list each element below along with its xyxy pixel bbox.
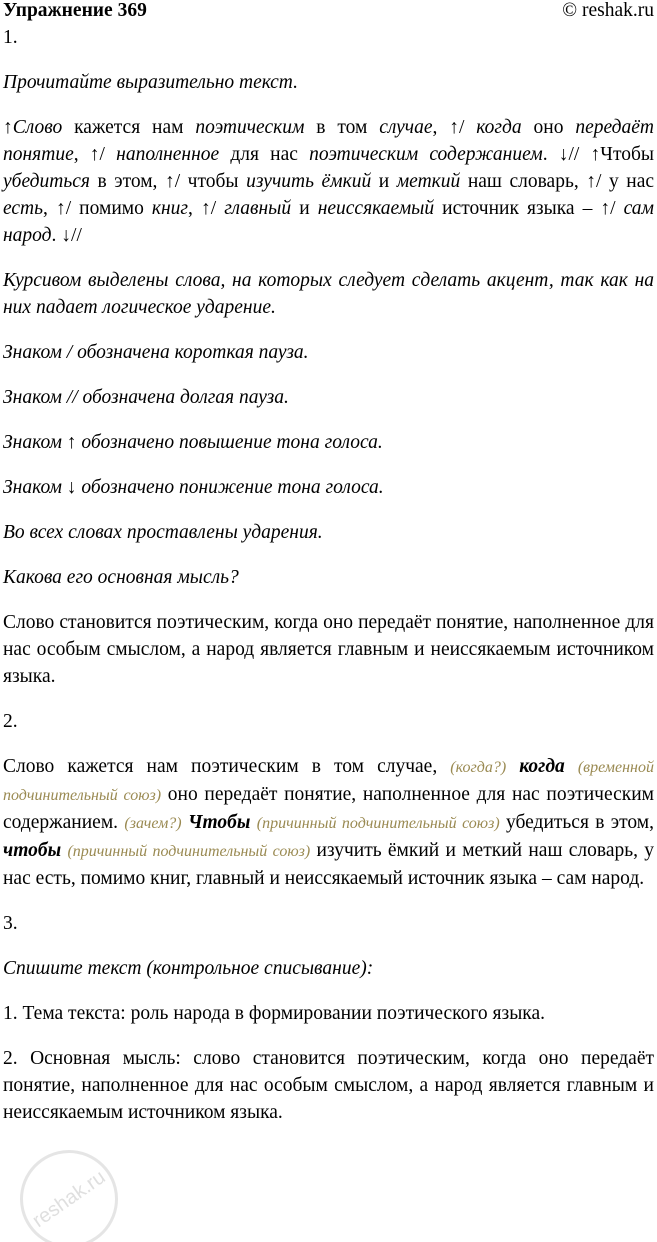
paragraph	[3, 955, 654, 982]
text-segment: изучить ёмкий и меткий наш словарь, у нас есть, помимо книг, главный и неиссякаемый источник языка – сам народ.	[3, 840, 655, 889]
text-segment: убедиться	[3, 171, 90, 192]
text-segment: , ↑/	[73, 144, 117, 165]
paragraph	[3, 384, 654, 411]
text-segment: Курсивом выделены слова, на которых следует сделать акцент, так как на них падает логическое ударение.	[3, 270, 654, 318]
text-segment: передаёт понятие	[3, 117, 654, 165]
text-segment: поэтическим	[195, 117, 305, 138]
header	[0, 0, 657, 24]
paragraph	[3, 910, 654, 937]
source-label: © reshak.ru	[562, 0, 654, 21]
paragraph	[3, 114, 654, 249]
annotation: (причинный подчинительный союз)	[67, 843, 311, 860]
text-segment: случае	[379, 117, 433, 138]
text-segment: наш словарь, ↑/ у нас	[460, 171, 655, 192]
text-segment: главный	[224, 198, 292, 219]
text-segment: в том	[304, 117, 380, 138]
paragraph	[3, 609, 654, 690]
text-segment: Прочитайте выразительно текст.	[3, 72, 298, 93]
text-segment: в этом, ↑/ чтобы	[89, 171, 247, 192]
text-segment: кажется нам	[62, 117, 196, 138]
exercise-title: Упражнение 369	[3, 0, 147, 21]
paragraph	[3, 519, 654, 546]
text-segment: сам народ	[3, 198, 655, 246]
text-segment: убедиться в этом,	[499, 812, 655, 833]
paragraph	[3, 753, 654, 892]
text-segment: Знаком ↑ обозначено повышение тона голоса.	[3, 432, 383, 453]
highlighted-conjunction: чтобы	[3, 840, 62, 861]
paragraph	[3, 708, 654, 735]
text-segment: меткий	[396, 171, 461, 192]
annotation: (причинный подчинительный союз)	[256, 815, 500, 832]
text-segment: Слово кажется нам поэтическим в том случае,	[3, 756, 451, 777]
text-segment: оно передаёт понятие, наполненное для нас поэтическим содержанием.	[3, 784, 654, 833]
annotation: (зачем?)	[124, 815, 182, 832]
text-segment: Знаком // обозначена долгая пауза.	[3, 387, 289, 408]
text-segment: поэтическим содержанием	[309, 144, 543, 165]
annotation: (когда?)	[450, 759, 507, 776]
text-segment: неиссякаемый	[317, 198, 435, 219]
text-segment: , ↑/ помимо	[43, 198, 152, 219]
paragraph	[3, 339, 654, 366]
text-segment: наполненное	[116, 144, 220, 165]
paragraph	[3, 429, 654, 456]
text-segment: когда	[476, 117, 522, 138]
text-segment: , ↑/	[188, 198, 225, 219]
exercise-content	[0, 24, 657, 1126]
paragraph	[3, 69, 654, 96]
text-segment: Во всех словах проставлены ударения.	[3, 522, 323, 543]
text-segment	[506, 756, 519, 777]
text-segment: Спишите текст (контрольное списывание):	[3, 958, 374, 979]
text-segment: и	[371, 171, 397, 192]
annotation: (временной подчинительный союз)	[3, 759, 654, 804]
text-segment: Какова его основная мысль?	[3, 567, 239, 588]
paragraph	[3, 267, 654, 321]
text-segment: 2. Основная мысль: слово становится поэтическим, когда оно передаёт понятие, наполненное для нас особым смыслом, а народ является главным и неиссякаемым источником языка.	[3, 1048, 654, 1123]
text-segment: . ↓//	[51, 225, 82, 246]
paragraph	[3, 1000, 654, 1027]
text-segment: и	[291, 198, 318, 219]
text-segment: оно	[521, 117, 576, 138]
text-segment: книг	[151, 198, 189, 219]
highlighted-conjunction: Чтобы	[187, 812, 251, 833]
watermark-stamp: reshak.ru	[1, 1131, 137, 1242]
highlighted-conjunction: когда	[519, 756, 565, 777]
text-segment: 2.	[3, 711, 18, 732]
paragraph	[3, 474, 654, 501]
text-segment	[565, 756, 578, 777]
text-segment: , ↑/	[432, 117, 477, 138]
text-segment: 1.	[3, 27, 18, 48]
text-segment: Слово становится поэтическим, когда оно передаёт понятие, наполненное для нас особым смыслом, а народ является главным и неиссякаемым источником языка.	[3, 612, 654, 687]
text-segment: источник языка – ↑/	[434, 198, 624, 219]
text-segment: Знаком / обозначена короткая пауза.	[3, 342, 309, 363]
paragraph	[3, 24, 654, 51]
text-segment: . ↓// ↑Чтобы	[542, 144, 654, 165]
text-segment: Знаком ↓ обозначено понижение тона голоса.	[3, 477, 384, 498]
text-segment: есть	[3, 198, 44, 219]
paragraph	[3, 564, 654, 591]
text-segment: изучить ёмкий	[246, 171, 372, 192]
text-segment: для нас	[219, 144, 310, 165]
paragraph	[3, 1045, 654, 1126]
text-segment: 1. Тема текста: роль народа в формировании поэтического языка.	[3, 1003, 546, 1024]
text-segment: ↑Слово	[3, 117, 63, 138]
text-segment: 3.	[3, 913, 18, 934]
